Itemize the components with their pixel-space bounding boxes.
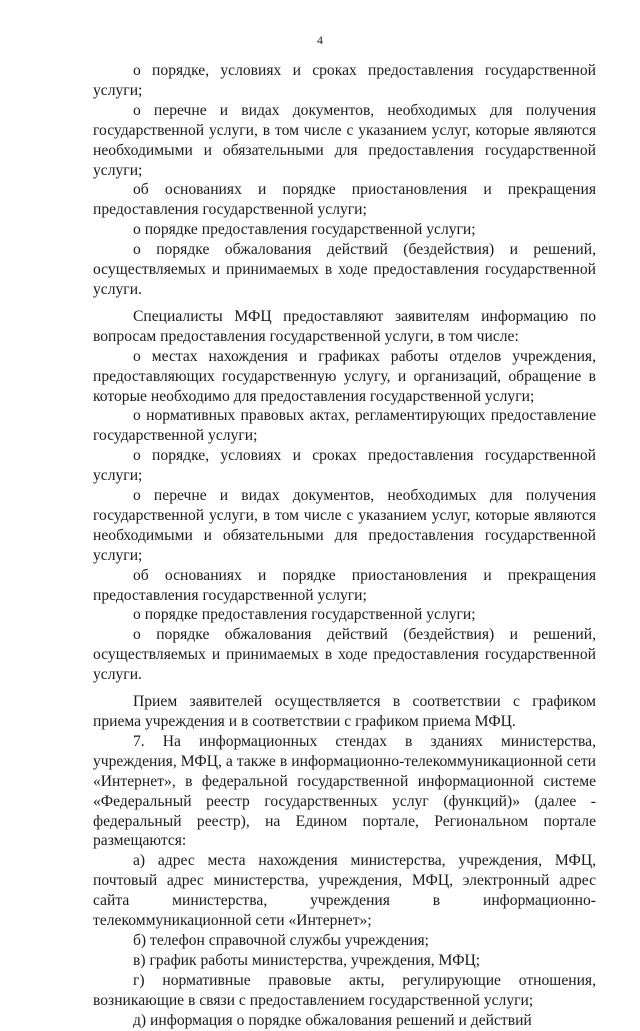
paragraph: о перечне и видах документов, необходимых для получения государственной услуги, в том числе с указанием услуг, которые являются необходимыми и обязательными для предоставления государственной услуги;: [93, 487, 596, 564]
paragraph: о порядке предоставления государственной услуги;: [133, 221, 476, 239]
paragraph: а) адрес места нахождения министерства, учреждения, МФЦ, почтовый адрес министерства, учреждения, МФЦ, электронный адрес сайта министерства, учреждения в информационно-телекоммуникационной сети «Интернет»;: [93, 852, 596, 930]
paragraph: д) информация о порядке обжалования решений и действий: [133, 1011, 532, 1029]
paragraph: г) нормативные правовые акты, регулирующие отношения, возникающие в связи с предоставлением государственной услуги;: [93, 971, 596, 1009]
paragraph: о порядке обжалования действий (бездействия) и решений, осуществляемых и принимаемых в ходе предоставления государственной услуги.: [93, 626, 596, 684]
paragraph: о местах нахождения и графиках работы отделов учреждения, предоставляющих государственную услугу, и организаций, обращение в которые необходимо для предоставления государственной услуги;: [93, 347, 596, 405]
paragraph: об основаниях и порядке приостановления и прекращения предоставления государственной услуги;: [93, 566, 596, 604]
paragraph: б) телефон справочной службы учреждения;: [133, 931, 430, 949]
paragraph: 7. На информационных стендах в зданиях министерства, учреждения, МФЦ, а также в информационно-телекоммуникационной сети «Интернет», в федеральной государственной информационной системе «Федеральный реестр государственных услуг (функций)» (далее - федеральный реестр), на Едином портале, Региональном портале размещаются:: [93, 732, 596, 850]
page-number: 4: [317, 33, 323, 47]
paragraph: Специалисты МФЦ предоставляют заявителям информацию по вопросам предоставления государственной услуги, в том числе:: [93, 307, 596, 345]
paragraph: в) график работы министерства, учреждения, МФЦ;: [133, 951, 481, 969]
document-body: [93, 61, 596, 1031]
paragraph: о нормативных правовых актах, регламентирующих предоставление государственной услуги;: [93, 407, 596, 445]
paragraph: о порядке, условиях и сроках предоставления государственной услуги;: [93, 62, 596, 99]
paragraph: о порядке обжалования действий (бездействия) и решений, осуществляемых и принимаемых в ходе предоставления государственной услуги.: [93, 241, 596, 298]
paragraph: о перечне и видах документов, необходимых для получения государственной услуги, в том числе с указанием услуг, которые являются необходимыми и обязательными для предоставления государственной услуги;: [93, 101, 596, 179]
paragraph: Прием заявителей осуществляется в соответствии с графиком приема учреждения и в соответствии с графиком приема МФЦ.: [93, 693, 596, 730]
paragraph: об основаниях и порядке приостановления и прекращения предоставления государственной услуги;: [93, 181, 596, 219]
paragraph: о порядке, условиях и сроках предоставления государственной услуги;: [93, 447, 596, 485]
paragraph: о порядке предоставления государственной услуги;: [133, 606, 476, 624]
